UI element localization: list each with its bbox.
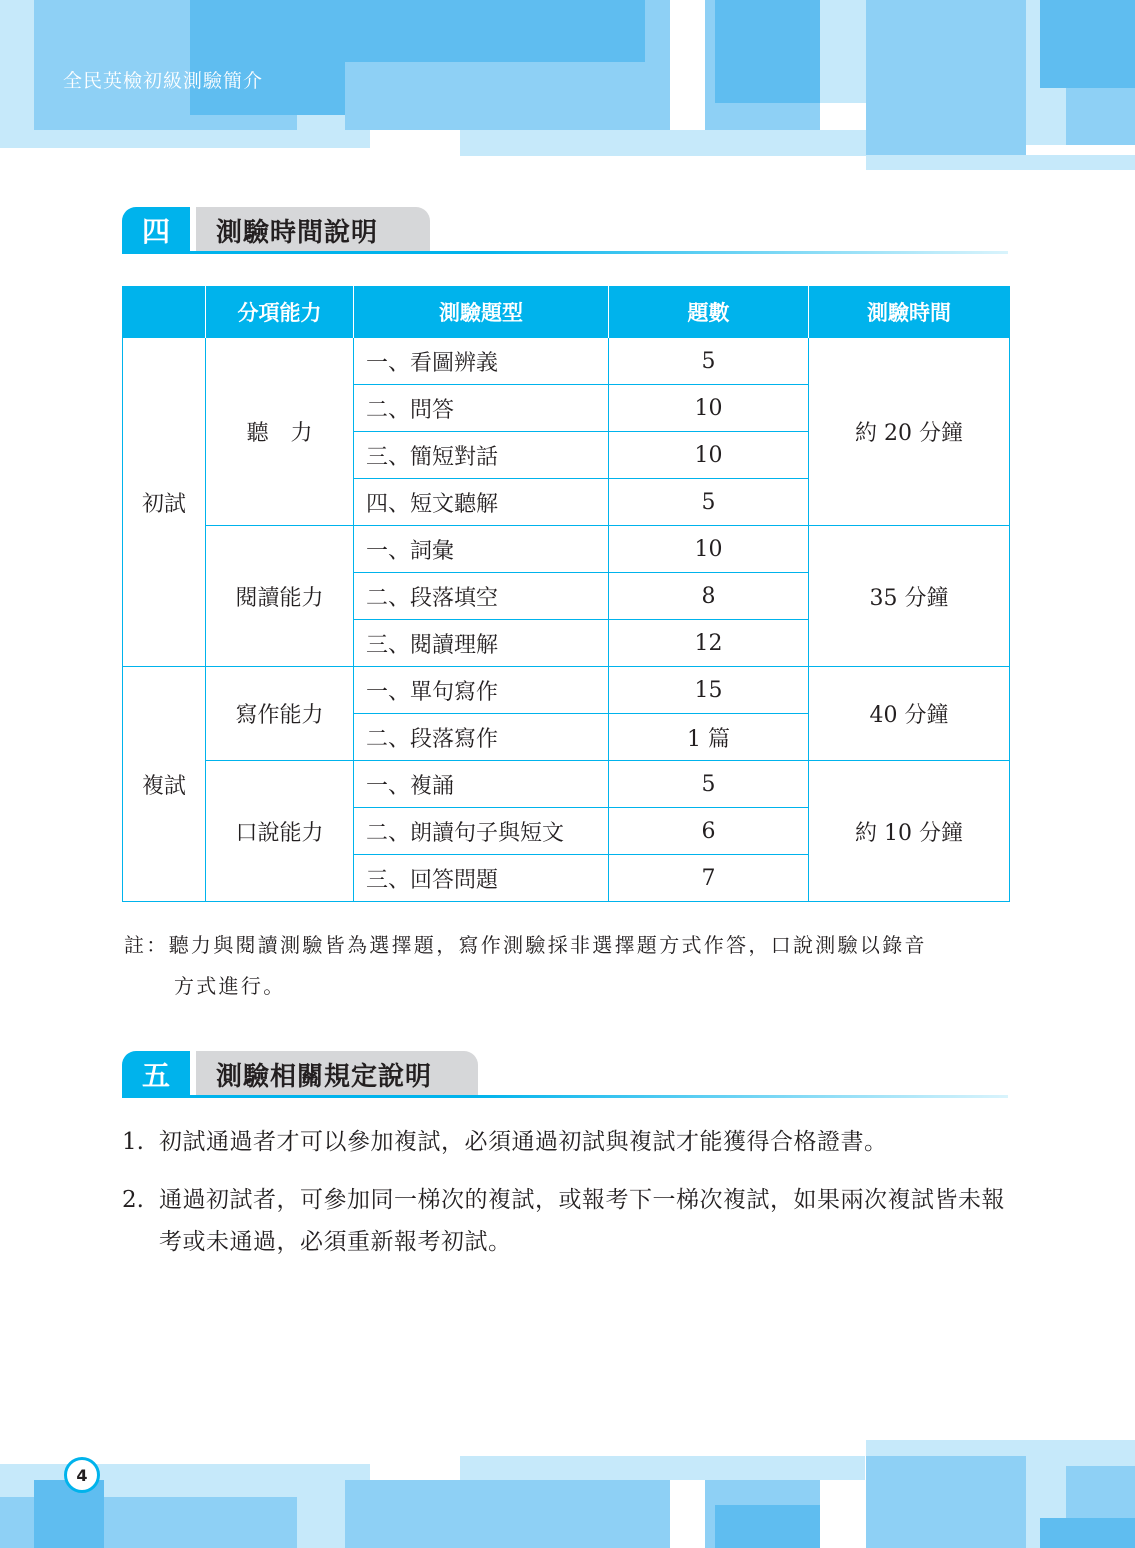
count-cell: 5 bbox=[609, 338, 809, 385]
rule-number: 1. bbox=[122, 1129, 144, 1155]
rule-number: 2. bbox=[122, 1187, 144, 1213]
table-header-row bbox=[123, 287, 1010, 338]
table-row bbox=[123, 667, 1010, 714]
rule-item bbox=[122, 1121, 1010, 1163]
question-type-cell: 二、段落寫作 bbox=[354, 714, 609, 761]
skill-cell-reading: 閱讀能力 bbox=[206, 526, 354, 667]
section-title: 測驗相關規定說明 bbox=[196, 1051, 478, 1097]
question-type-cell: 三、簡短對話 bbox=[354, 432, 609, 479]
running-header-title: 全民英檢初級測驗簡介 bbox=[63, 70, 264, 92]
table-row bbox=[123, 338, 1010, 385]
footer-band bbox=[0, 1440, 1135, 1548]
count-cell: 5 bbox=[609, 761, 809, 808]
table-note bbox=[124, 925, 1010, 1007]
question-type-cell: 四、短文聽解 bbox=[354, 479, 609, 526]
question-type-cell: 三、閱讀理解 bbox=[354, 620, 609, 667]
rule-item bbox=[122, 1179, 1010, 1263]
count-cell: 5 bbox=[609, 479, 809, 526]
table-row bbox=[123, 761, 1010, 808]
question-type-cell: 二、問答 bbox=[354, 385, 609, 432]
time-cell-reading: 35 分鐘 bbox=[809, 526, 1010, 667]
section-underline bbox=[122, 1095, 1008, 1098]
count-cell: 1 篇 bbox=[609, 714, 809, 761]
question-type-cell: 二、朗讀句子與短文 bbox=[354, 808, 609, 855]
header-cell-skill: 分項能力 bbox=[206, 287, 354, 338]
header-cell-stage bbox=[123, 287, 206, 338]
note-line-1: 註：聽力與閱讀測驗皆為選擇題，寫作測驗採非選擇題方式作答，口說測驗以錄音 bbox=[124, 933, 927, 957]
question-type-cell: 一、詞彙 bbox=[354, 526, 609, 573]
skill-cell-writing: 寫作能力 bbox=[206, 667, 354, 761]
time-cell-speaking: 約 10 分鐘 bbox=[809, 761, 1010, 902]
count-cell: 10 bbox=[609, 432, 809, 479]
section-underline bbox=[122, 251, 1008, 254]
section-number-badge: 五 bbox=[122, 1051, 190, 1097]
skill-cell-speaking: 口說能力 bbox=[206, 761, 354, 902]
question-type-cell: 三、回答問題 bbox=[354, 855, 609, 902]
time-cell-writing: 40 分鐘 bbox=[809, 667, 1010, 761]
time-cell-listening: 約 20 分鐘 bbox=[809, 338, 1010, 526]
header-cell-count: 題數 bbox=[609, 287, 809, 338]
count-cell: 7 bbox=[609, 855, 809, 902]
page-number: 4 bbox=[64, 1457, 100, 1493]
skill-cell-listening: 聽 力 bbox=[206, 338, 354, 526]
rule-text: 通過初試者，可參加同一梯次的複試，或報考下一梯次複試，如果兩次複試皆未報考或未通過，必須重新報考初試。 bbox=[159, 1187, 1005, 1255]
count-cell: 6 bbox=[609, 808, 809, 855]
note-line-2: 方式進行。 bbox=[174, 974, 286, 998]
count-cell: 10 bbox=[609, 385, 809, 432]
stage-cell-first: 初試 bbox=[123, 338, 206, 667]
exam-schedule-table bbox=[122, 286, 1010, 902]
count-cell: 12 bbox=[609, 620, 809, 667]
question-type-cell: 一、看圖辨義 bbox=[354, 338, 609, 385]
count-cell: 8 bbox=[609, 573, 809, 620]
count-cell: 10 bbox=[609, 526, 809, 573]
section-number-badge: 四 bbox=[122, 207, 190, 253]
header-cell-question-type: 測驗題型 bbox=[354, 287, 609, 338]
count-cell: 15 bbox=[609, 667, 809, 714]
stage-cell-second: 複試 bbox=[123, 667, 206, 902]
header-cell-time: 測驗時間 bbox=[809, 287, 1010, 338]
question-type-cell: 一、複誦 bbox=[354, 761, 609, 808]
question-type-cell: 一、單句寫作 bbox=[354, 667, 609, 714]
question-type-cell: 二、段落填空 bbox=[354, 573, 609, 620]
rule-text: 初試通過者才可以參加複試，必須通過初試與複試才能獲得合格證書。 bbox=[159, 1129, 888, 1155]
table-row bbox=[123, 526, 1010, 573]
section-title: 測驗時間說明 bbox=[196, 207, 430, 253]
